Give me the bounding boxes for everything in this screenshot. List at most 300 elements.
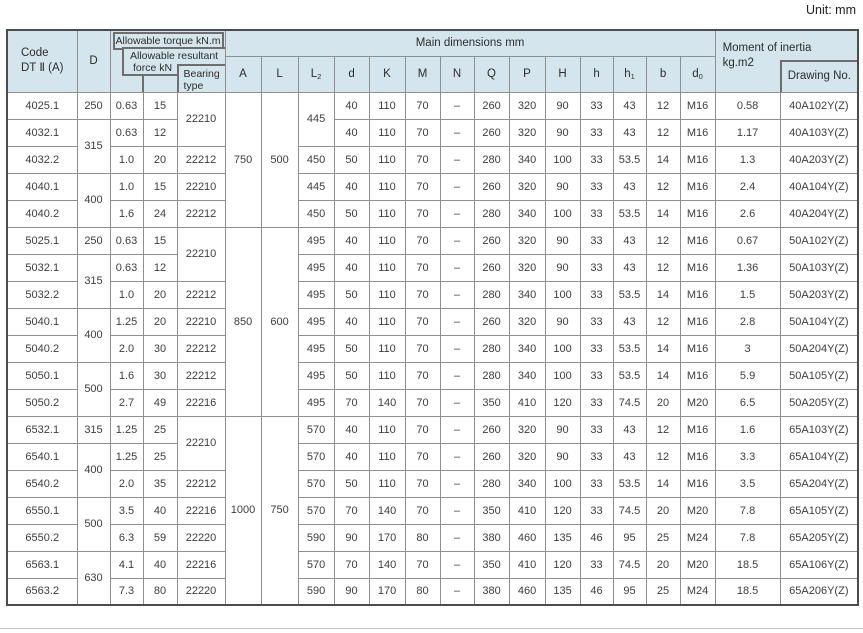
cell-force: 12 xyxy=(143,119,177,146)
cell-inertia: 2.4 xyxy=(715,173,780,200)
cell-p: 320 xyxy=(509,308,545,335)
cell-n: – xyxy=(440,416,474,443)
column-header-h: h xyxy=(580,56,613,92)
cell-bearing-type: 22220 xyxy=(177,578,225,605)
cell-b: 25 xyxy=(646,524,680,551)
cell-bearing-type: 22210 xyxy=(177,227,225,281)
cell-inertia: 1.6 xyxy=(715,416,780,443)
cell-l2: 570 xyxy=(298,551,334,578)
cell-p: 340 xyxy=(509,470,545,497)
table-row xyxy=(7,119,858,146)
cell-q: 350 xyxy=(474,551,509,578)
cell-b: 12 xyxy=(646,308,680,335)
cell-h1: 43 xyxy=(613,416,646,443)
table-row xyxy=(7,308,858,335)
cell-b: 12 xyxy=(646,416,680,443)
cell-h: 100 xyxy=(545,281,580,308)
cell-h-small: 46 xyxy=(580,524,613,551)
cell-m: 70 xyxy=(405,173,440,200)
header-allowable-resultant-force: Allowable resultant force kN xyxy=(122,47,226,76)
cell-h-small: 33 xyxy=(580,254,613,281)
cell-l: 750 xyxy=(261,416,298,605)
header-bearing-type: Bearing type xyxy=(177,64,226,92)
cell-k: 110 xyxy=(369,227,405,254)
cell-code: 6550.2 xyxy=(7,524,77,551)
cell-b: 12 xyxy=(646,173,680,200)
cell-force: 80 xyxy=(143,578,177,605)
cell-q: 350 xyxy=(474,389,509,416)
cell-l: 600 xyxy=(261,227,298,416)
cell-q: 280 xyxy=(474,146,509,173)
cell-d-shaft: 630 xyxy=(77,551,110,605)
cell-force: 20 xyxy=(143,281,177,308)
cell-torque: 0.63 xyxy=(110,92,143,119)
cell-inertia: 1.36 xyxy=(715,254,780,281)
cell-drawing-no: 40A102Y(Z) xyxy=(780,92,858,119)
cell-d-shaft: 400 xyxy=(77,173,110,227)
cell-h-small: 33 xyxy=(580,443,613,470)
cell-bearing-type: 22212 xyxy=(177,335,225,362)
cell-m: 70 xyxy=(405,443,440,470)
cell-code: 6540.2 xyxy=(7,470,77,497)
cell-k: 110 xyxy=(369,470,405,497)
cell-p: 320 xyxy=(509,443,545,470)
table-row xyxy=(7,443,858,470)
cell-n: – xyxy=(440,335,474,362)
cell-drawing-no: 50A203Y(Z) xyxy=(780,281,858,308)
cell-l2: 445 xyxy=(298,92,334,146)
cell-p: 410 xyxy=(509,389,545,416)
table-row xyxy=(7,146,858,173)
header-moment-of-inertia: Moment of inertia kg.m2 xyxy=(722,42,812,69)
cell-l2: 495 xyxy=(298,389,334,416)
cell-h-small: 33 xyxy=(580,173,613,200)
cell-d: 50 xyxy=(334,200,369,227)
cell-d: 40 xyxy=(334,92,369,119)
cell-q: 260 xyxy=(474,92,509,119)
cell-inertia: 2.6 xyxy=(715,200,780,227)
cell-d0: M20 xyxy=(680,497,715,524)
column-header-m: M xyxy=(405,56,440,92)
cell-inertia: 6.5 xyxy=(715,389,780,416)
cell-h1: 43 xyxy=(613,92,646,119)
cell-l2: 495 xyxy=(298,308,334,335)
cell-force: 24 xyxy=(143,200,177,227)
cell-code: 5032.2 xyxy=(7,281,77,308)
cell-d0: M16 xyxy=(680,416,715,443)
spec-table xyxy=(6,29,859,606)
cell-drawing-no: 40A103Y(Z) xyxy=(780,119,858,146)
cell-k: 110 xyxy=(369,308,405,335)
cell-d0: M16 xyxy=(680,335,715,362)
cell-p: 340 xyxy=(509,281,545,308)
cell-k: 110 xyxy=(369,362,405,389)
cell-h: 90 xyxy=(545,92,580,119)
cell-l2: 590 xyxy=(298,524,334,551)
cell-bearing-type: 22212 xyxy=(177,200,225,227)
cell-inertia: 7.8 xyxy=(715,524,780,551)
cell-n: – xyxy=(440,308,474,335)
cell-torque: 0.63 xyxy=(110,227,143,254)
cell-code: 4040.2 xyxy=(7,200,77,227)
cell-h1: 74.5 xyxy=(613,551,646,578)
cell-d: 40 xyxy=(334,173,369,200)
cell-h1: 43 xyxy=(613,227,646,254)
cell-d-shaft: 315 xyxy=(77,119,110,173)
cell-l2: 450 xyxy=(298,146,334,173)
cell-d: 70 xyxy=(334,497,369,524)
cell-k: 140 xyxy=(369,389,405,416)
cell-b: 14 xyxy=(646,470,680,497)
cell-b: 14 xyxy=(646,281,680,308)
cell-h-small: 33 xyxy=(580,92,613,119)
cell-torque: 1.25 xyxy=(110,416,143,443)
cell-inertia: 3.3 xyxy=(715,443,780,470)
cell-b: 14 xyxy=(646,146,680,173)
cell-m: 70 xyxy=(405,470,440,497)
cell-d: 50 xyxy=(334,146,369,173)
cell-m: 70 xyxy=(405,335,440,362)
cell-h-small: 33 xyxy=(580,146,613,173)
cell-h1: 53.5 xyxy=(613,470,646,497)
cell-d0: M16 xyxy=(680,200,715,227)
table-row xyxy=(7,335,858,362)
cell-d: 90 xyxy=(334,578,369,605)
cell-l: 500 xyxy=(261,92,298,227)
cell-torque: 4.1 xyxy=(110,551,143,578)
cell-force: 12 xyxy=(143,254,177,281)
cell-q: 280 xyxy=(474,362,509,389)
cell-inertia: 1.3 xyxy=(715,146,780,173)
column-header-d: d xyxy=(334,56,369,92)
cell-b: 12 xyxy=(646,443,680,470)
column-header-k: K xyxy=(369,56,405,92)
header-main-dimensions: Main dimensions mm xyxy=(225,30,715,56)
cell-d0: M16 xyxy=(680,146,715,173)
cell-b: 12 xyxy=(646,254,680,281)
cell-b: 12 xyxy=(646,92,680,119)
cell-inertia: 1.5 xyxy=(715,281,780,308)
cell-b: 20 xyxy=(646,389,680,416)
cell-bearing-type: 22210 xyxy=(177,92,225,146)
header-allowable-torque: Allowable torque kN.m xyxy=(113,32,224,50)
cell-a: 850 xyxy=(225,227,261,416)
cell-b: 20 xyxy=(646,551,680,578)
cell-h1: 74.5 xyxy=(613,497,646,524)
cell-d0: M16 xyxy=(680,92,715,119)
cell-h-small: 33 xyxy=(580,416,613,443)
cell-p: 320 xyxy=(509,173,545,200)
table-row xyxy=(7,281,858,308)
cell-code: 5050.1 xyxy=(7,362,77,389)
cell-h1: 53.5 xyxy=(613,146,646,173)
cell-m: 70 xyxy=(405,200,440,227)
cell-inertia: 1.17 xyxy=(715,119,780,146)
cell-m: 70 xyxy=(405,254,440,281)
cell-code: 5040.2 xyxy=(7,335,77,362)
cell-d: 50 xyxy=(334,470,369,497)
cell-drawing-no: 50A205Y(Z) xyxy=(780,389,858,416)
cell-force: 25 xyxy=(143,416,177,443)
cell-l2: 450 xyxy=(298,200,334,227)
cell-h-small: 46 xyxy=(580,578,613,605)
cell-k: 140 xyxy=(369,497,405,524)
cell-n: – xyxy=(440,551,474,578)
callout-leader-line xyxy=(142,74,144,92)
cell-inertia: 18.5 xyxy=(715,578,780,605)
cell-h1: 43 xyxy=(613,119,646,146)
cell-d0: M16 xyxy=(680,281,715,308)
cell-d: 40 xyxy=(334,308,369,335)
cell-q: 380 xyxy=(474,578,509,605)
cell-torque: 0.63 xyxy=(110,119,143,146)
cell-h: 120 xyxy=(545,389,580,416)
cell-h: 100 xyxy=(545,146,580,173)
cell-torque: 2.0 xyxy=(110,470,143,497)
cell-torque: 1.6 xyxy=(110,362,143,389)
column-header-q: Q xyxy=(474,56,509,92)
cell-h: 90 xyxy=(545,227,580,254)
cell-inertia: 0.67 xyxy=(715,227,780,254)
cell-k: 110 xyxy=(369,416,405,443)
cell-drawing-no: 50A102Y(Z) xyxy=(780,227,858,254)
cell-h: 90 xyxy=(545,254,580,281)
cell-k: 110 xyxy=(369,281,405,308)
cell-torque: 6.3 xyxy=(110,524,143,551)
cell-d0: M16 xyxy=(680,119,715,146)
cell-bearing-type: 22212 xyxy=(177,281,225,308)
cell-drawing-no: 65A206Y(Z) xyxy=(780,578,858,605)
cell-m: 70 xyxy=(405,551,440,578)
cell-code: 5025.1 xyxy=(7,227,77,254)
cell-a: 1000 xyxy=(225,416,261,605)
cell-d: 90 xyxy=(334,524,369,551)
cell-inertia: 0.58 xyxy=(715,92,780,119)
cell-drawing-no: 65A105Y(Z) xyxy=(780,497,858,524)
cell-p: 340 xyxy=(509,146,545,173)
cell-h1: 95 xyxy=(613,524,646,551)
cell-torque: 0.63 xyxy=(110,254,143,281)
cell-q: 260 xyxy=(474,416,509,443)
cell-d0: M20 xyxy=(680,551,715,578)
cell-drawing-no: 65A106Y(Z) xyxy=(780,551,858,578)
cell-bearing-type: 22212 xyxy=(177,146,225,173)
cell-k: 140 xyxy=(369,551,405,578)
cell-h1: 95 xyxy=(613,578,646,605)
table-row xyxy=(7,551,858,578)
cell-k: 110 xyxy=(369,443,405,470)
cell-code: 6563.1 xyxy=(7,551,77,578)
cell-k: 110 xyxy=(369,92,405,119)
cell-force: 15 xyxy=(143,173,177,200)
cell-m: 70 xyxy=(405,119,440,146)
cell-q: 380 xyxy=(474,524,509,551)
cell-d: 70 xyxy=(334,389,369,416)
cell-inertia: 18.5 xyxy=(715,551,780,578)
cell-q: 260 xyxy=(474,308,509,335)
cell-n: – xyxy=(440,200,474,227)
cell-torque: 2.7 xyxy=(110,389,143,416)
cell-code: 5032.1 xyxy=(7,254,77,281)
cell-d0: M16 xyxy=(680,308,715,335)
table-row xyxy=(7,524,858,551)
cell-inertia: 2.8 xyxy=(715,308,780,335)
column-header-d0: $d_0$ xyxy=(680,56,715,92)
cell-n: – xyxy=(440,281,474,308)
cell-torque: 1.0 xyxy=(110,281,143,308)
cell-drawing-no: 40A204Y(Z) xyxy=(780,200,858,227)
cell-code: 4025.1 xyxy=(7,92,77,119)
cell-h: 135 xyxy=(545,524,580,551)
cell-m: 70 xyxy=(405,308,440,335)
cell-h1: 53.5 xyxy=(613,335,646,362)
cell-m: 70 xyxy=(405,362,440,389)
cell-d-shaft: 315 xyxy=(77,254,110,308)
header-code: Code DT Ⅱ (A) xyxy=(7,30,77,92)
table-row xyxy=(7,362,858,389)
header-d: D xyxy=(77,30,110,92)
cell-torque: 1.25 xyxy=(110,443,143,470)
cell-q: 350 xyxy=(474,497,509,524)
cell-h-small: 33 xyxy=(580,362,613,389)
cell-p: 340 xyxy=(509,200,545,227)
cell-d: 40 xyxy=(334,443,369,470)
cell-d-shaft: 315 xyxy=(77,416,110,443)
cell-m: 70 xyxy=(405,146,440,173)
cell-d: 40 xyxy=(334,416,369,443)
cell-n: – xyxy=(440,254,474,281)
cell-n: – xyxy=(440,578,474,605)
cell-code: 6563.2 xyxy=(7,578,77,605)
cell-inertia: 3 xyxy=(715,335,780,362)
cell-h: 100 xyxy=(545,200,580,227)
cell-code: 4040.1 xyxy=(7,173,77,200)
cell-q: 280 xyxy=(474,200,509,227)
cell-d0: M24 xyxy=(680,524,715,551)
header-inertia-drawing xyxy=(715,30,858,92)
table-row xyxy=(7,173,858,200)
cell-h: 135 xyxy=(545,578,580,605)
cell-torque: 1.0 xyxy=(110,146,143,173)
cell-d-shaft: 400 xyxy=(77,443,110,497)
cell-d0: M16 xyxy=(680,470,715,497)
cell-code: 6540.1 xyxy=(7,443,77,470)
cell-force: 30 xyxy=(143,362,177,389)
cell-h-small: 33 xyxy=(580,389,613,416)
cell-h: 100 xyxy=(545,362,580,389)
cell-l2: 570 xyxy=(298,470,334,497)
cell-code: 5050.2 xyxy=(7,389,77,416)
cell-d0: M24 xyxy=(680,578,715,605)
cell-q: 260 xyxy=(474,443,509,470)
cell-p: 460 xyxy=(509,578,545,605)
cell-drawing-no: 50A104Y(Z) xyxy=(780,308,858,335)
cell-h-small: 33 xyxy=(580,227,613,254)
cell-k: 110 xyxy=(369,146,405,173)
cell-q: 260 xyxy=(474,119,509,146)
cell-b: 12 xyxy=(646,119,680,146)
cell-h1: 74.5 xyxy=(613,389,646,416)
table-row xyxy=(7,227,858,254)
cell-h-small: 33 xyxy=(580,551,613,578)
cell-n: – xyxy=(440,146,474,173)
cell-b: 25 xyxy=(646,578,680,605)
cell-code: 6550.1 xyxy=(7,497,77,524)
cell-h1: 53.5 xyxy=(613,362,646,389)
cell-force: 59 xyxy=(143,524,177,551)
table-row xyxy=(7,200,858,227)
cell-q: 280 xyxy=(474,281,509,308)
cell-b: 14 xyxy=(646,362,680,389)
cell-drawing-no: 65A103Y(Z) xyxy=(780,416,858,443)
cell-torque: 2.0 xyxy=(110,335,143,362)
cell-b: 14 xyxy=(646,200,680,227)
cell-k: 110 xyxy=(369,254,405,281)
cell-force: 15 xyxy=(143,227,177,254)
cell-p: 320 xyxy=(509,227,545,254)
table-row xyxy=(7,254,858,281)
cell-l2: 445 xyxy=(298,173,334,200)
cell-n: – xyxy=(440,497,474,524)
cell-l2: 495 xyxy=(298,227,334,254)
cell-d: 40 xyxy=(334,254,369,281)
cell-d-shaft: 400 xyxy=(77,308,110,362)
cell-force: 40 xyxy=(143,497,177,524)
cell-n: – xyxy=(440,470,474,497)
cell-torque: 1.0 xyxy=(110,173,143,200)
cell-h1: 43 xyxy=(613,308,646,335)
cell-force: 49 xyxy=(143,389,177,416)
cell-b: 14 xyxy=(646,335,680,362)
cell-p: 320 xyxy=(509,254,545,281)
cell-p: 320 xyxy=(509,92,545,119)
cell-h1: 43 xyxy=(613,443,646,470)
cell-d-shaft: 500 xyxy=(77,497,110,551)
cell-bearing-type: 22216 xyxy=(177,389,225,416)
cell-h: 100 xyxy=(545,470,580,497)
cell-h: 90 xyxy=(545,173,580,200)
cell-h-small: 33 xyxy=(580,497,613,524)
cell-force: 30 xyxy=(143,335,177,362)
cell-m: 80 xyxy=(405,524,440,551)
column-header-h: H xyxy=(545,56,580,92)
cell-k: 110 xyxy=(369,173,405,200)
unit-label: Unit: mm xyxy=(806,3,856,17)
cell-h-small: 33 xyxy=(580,470,613,497)
cell-n: – xyxy=(440,362,474,389)
bottom-rule xyxy=(0,628,863,629)
cell-code: 6532.1 xyxy=(7,416,77,443)
cell-b: 12 xyxy=(646,227,680,254)
column-header-p: P xyxy=(509,56,545,92)
table-row xyxy=(7,416,858,443)
cell-code: 5040.1 xyxy=(7,308,77,335)
cell-h1: 53.5 xyxy=(613,281,646,308)
cell-d-shaft: 500 xyxy=(77,362,110,416)
cell-m: 80 xyxy=(405,578,440,605)
cell-h-small: 33 xyxy=(580,335,613,362)
cell-q: 280 xyxy=(474,335,509,362)
cell-force: 35 xyxy=(143,470,177,497)
cell-h-small: 33 xyxy=(580,200,613,227)
cell-drawing-no: 40A104Y(Z) xyxy=(780,173,858,200)
spec-table-body xyxy=(7,92,858,605)
table-row xyxy=(7,470,858,497)
cell-q: 280 xyxy=(474,470,509,497)
cell-d: 50 xyxy=(334,281,369,308)
cell-h: 100 xyxy=(545,335,580,362)
column-header-l2: $L_2$ xyxy=(298,56,334,92)
